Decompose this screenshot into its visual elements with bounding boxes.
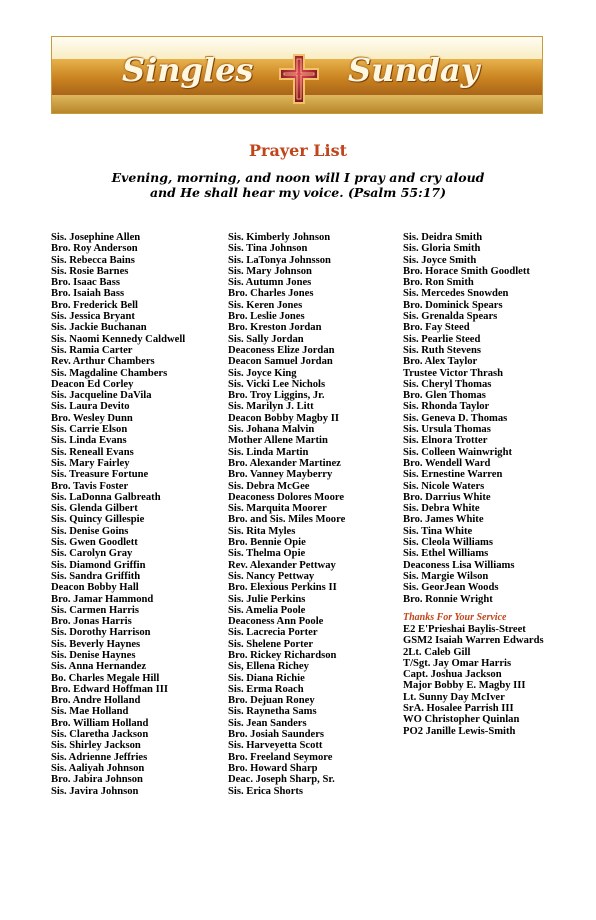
name-entry: Rev. Arthur Chambers (51, 356, 155, 368)
name-entry: Sis. Magdaline Chambers (51, 367, 168, 379)
name-entry: Sis. Jacqueline DaVila (51, 390, 152, 402)
name-entry: Sis. Lacrecia Porter (228, 627, 318, 639)
name-entry: Sis. Josephine Allen (51, 232, 141, 243)
name-entry: Deaconess Dolores Moore (228, 491, 345, 503)
name-entry: Bro. Darrius White (403, 491, 491, 503)
thanks-for-service-title: Thanks For Your Service (403, 612, 507, 623)
service-member-entry: Major Bobby E. Magby III (403, 680, 526, 692)
name-entry: Bro. Ron Smith (403, 277, 474, 289)
name-entry: Bro. Leslie Jones (228, 311, 305, 323)
name-entry: Sis. Glenda Gilbert (51, 503, 138, 515)
service-member-entry: Capt. Joshua Jackson (403, 669, 502, 681)
name-entry: Sis. Denise Goins (51, 525, 129, 537)
name-entry: Sis. Autumn Jones (228, 277, 312, 289)
name-entry: Deac. Joseph Sharp, Sr. (228, 774, 335, 786)
name-entry: Bro. Charles Jones (228, 288, 314, 300)
name-entry: Sis. Joyce King (228, 367, 297, 379)
name-entry: Bro. Isaiah Bass (51, 288, 125, 300)
service-member-entry: T/Sgt. Jay Omar Harris (403, 657, 512, 669)
name-entry: Bro. Dominick Spears (403, 299, 503, 311)
name-entry: Sis. Shirley Jackson (51, 740, 141, 752)
name-entry: Sis. Linda Martin (228, 446, 309, 458)
name-entry: Sis. Adrienne Jeffries (51, 751, 148, 763)
name-entry: Sis. GeorJean Woods (403, 582, 499, 594)
name-entry: Sis. Margie Wilson (403, 570, 489, 582)
name-entry: Sis. Ernestine Warren (403, 469, 503, 481)
name-entry: Sis. Jessica Bryant (51, 311, 135, 323)
name-entry: Bro. Alexander Martinez (228, 457, 341, 469)
name-entry: Sis. Mercedes Snowden (403, 288, 509, 300)
name-entry: Sis. Cleola Williams (403, 537, 493, 549)
name-entry: Sis. Linda Evans (51, 435, 127, 447)
name-entry: Sis. Deidra Smith (403, 232, 483, 243)
name-entry: Sis. Elnora Trotter (403, 435, 488, 447)
page-title: Prayer List (248, 141, 348, 160)
name-entry: Sis. Mae Holland (51, 706, 129, 718)
name-entry: Sis. Tina Johnson (228, 243, 308, 255)
name-entry: Bro. Rickey Richardson (228, 649, 337, 661)
name-entry: Sis, Ellena Richey (228, 661, 309, 673)
name-entry: Sis. Harveyetta Scott (228, 740, 323, 752)
name-entry: Sis. Raynetha Sams (228, 706, 317, 718)
name-entry: Bro. Isaac Bass (51, 277, 120, 289)
name-entry: Sis. Tina White (403, 525, 473, 537)
name-entry: Bro. Bennie Opie (228, 537, 306, 549)
name-entry: Sis. Marilyn J. Litt (228, 401, 314, 413)
name-entry: Sis. Ethel Williams (403, 548, 489, 560)
name-entry: Sis. Jean Sanders (228, 717, 307, 729)
name-entry: Bro. Roy Anderson (51, 243, 138, 255)
name-entry: Sis. Shelene Porter (228, 638, 314, 650)
name-entry: Sis. Claretha Jackson (51, 729, 149, 741)
name-entry: Sis. Reneall Evans (51, 446, 134, 458)
name-entry: Rev. Alexander Pettway (228, 559, 336, 571)
service-member-entry: GSM2 Isaiah Warren Edwards (403, 635, 544, 647)
name-entry: Sis. Nicole Waters (403, 480, 485, 492)
name-entry: Deacon Samuel Jordan (228, 356, 333, 368)
verse-line-2: and He shall hear my voice. (Psalm 55:17) (149, 185, 447, 200)
name-entry: Bo. Charles Megale Hill (51, 672, 160, 684)
name-entry: Bro. Dejuan Roney (228, 695, 315, 707)
name-entry: Sis. Anna Hernandez (51, 661, 147, 673)
name-entry: Bro. Freeland Seymore (228, 751, 333, 763)
name-entry: Sis. Rhonda Taylor (403, 401, 490, 413)
cross-icon (278, 53, 320, 105)
name-entry: Bro. Howard Sharp (228, 762, 318, 774)
name-entry: Sis. Erma Roach (228, 683, 304, 695)
name-entry: Sis. Thelma Opie (228, 548, 306, 560)
name-entry: Sis. Kimberly Johnson (228, 232, 331, 243)
verse-line-1: Evening, morning, and noon will I pray and cry aloud (111, 170, 485, 185)
name-entry: Sis. Vicki Lee Nichols (228, 378, 326, 390)
banner-title-singles: Singles (122, 51, 254, 89)
name-entry: Bro. Jamar Hammond (51, 593, 154, 605)
name-entry: Sis. Nancy Pettway (228, 570, 315, 582)
name-entry: Sis. Pearlie Steed (403, 333, 481, 345)
name-entry: Bro. Glen Thomas (403, 390, 486, 402)
name-entry: Sis. Dorothy Harrison (51, 627, 151, 639)
name-entry: Sis. Rita Myles (228, 525, 296, 537)
name-entry: Sis. Diana Richie (228, 672, 305, 684)
name-entry: Sis. Aaliyah Johnson (51, 762, 145, 774)
service-members-list (403, 624, 544, 737)
name-entry: Bro. Josiah Saunders (228, 729, 325, 741)
name-column-1 (51, 232, 185, 797)
name-entry: Sis. Sally Jordan (228, 333, 304, 345)
name-entry: Deacon Bobby Magby II (228, 412, 339, 424)
name-entry: Sis. Carrie Elson (51, 424, 128, 436)
name-entry: Bro. William Holland (51, 717, 149, 729)
name-entry: Deaconess Lisa Williams (403, 559, 515, 571)
name-entry: Sis. Ursula Thomas (403, 424, 491, 436)
service-member-entry: PO2 Janille Lewis-Smith (403, 725, 516, 737)
name-entry: Sis. Carolyn Gray (51, 548, 133, 560)
name-entry: Sis. Diamond Griffin (51, 559, 146, 571)
name-entry: Bro. Frederick Bell (51, 299, 138, 311)
service-member-entry: Lt. Sunny Day McIver (403, 691, 505, 703)
service-member-entry: E2 E'Prieshai Baylis-Street (403, 624, 526, 635)
name-entry: Sis. LaTonya Johnsson (228, 254, 331, 266)
name-entry: Bro. Jabira Johnson (51, 774, 143, 786)
name-entry: Bro. Wendell Ward (403, 457, 491, 469)
name-column-3 (403, 232, 530, 605)
name-entry: Sis. Grenalda Spears (403, 311, 498, 323)
name-entry: Bro. Alex Taylor (403, 356, 478, 368)
name-entry: Deaconess Elize Jordan (228, 344, 335, 356)
name-entry: Sis. Rosie Barnes (51, 265, 129, 277)
name-entry: Sis. Javira Johnson (51, 785, 139, 797)
name-entry: Bro. Troy Liggins, Jr. (228, 390, 325, 402)
name-entry: Sis. LaDonna Galbreath (51, 491, 161, 503)
name-entry: Bro. Vanney Mayberry (228, 469, 333, 481)
name-entry: Sis. Marquita Moorer (228, 503, 327, 515)
name-entry: Sis. Colleen Wainwright (403, 446, 512, 458)
name-entry: Sis. Mary Fairley (51, 457, 130, 469)
name-entry: Sis. Denise Haynes (51, 649, 136, 661)
name-entry: Sis. Gloria Smith (403, 243, 481, 255)
name-entry: Deaconess Ann Poole (228, 616, 324, 628)
name-entry: Mother Allene Martin (228, 435, 328, 447)
name-entry: Bro. Andre Holland (51, 695, 141, 707)
singles-sunday-banner (51, 36, 543, 114)
name-entry: Bro. James White (403, 514, 484, 526)
name-entry: Bro. and Sis. Miles Moore (228, 514, 346, 526)
name-entry: Sis. Carmen Harris (51, 604, 139, 616)
name-entry: Bro. Tavis Foster (51, 480, 129, 492)
name-entry: Sis. Gwen Goodlett (51, 537, 138, 549)
name-entry: Sis. Rebecca Bains (51, 254, 135, 266)
name-entry: Sis. Amelia Poole (228, 604, 306, 616)
name-entry: Bro. Wesley Dunn (51, 412, 133, 424)
name-entry: Bro. Jonas Harris (51, 616, 132, 628)
name-entry: Deacon Bobby Hall (51, 582, 139, 594)
name-entry: Sis. Ruth Stevens (403, 344, 481, 356)
name-entry: Sis. Beverly Haynes (51, 638, 141, 650)
service-member-entry: WO Christopher Quinlan (403, 714, 520, 726)
name-entry: Sis. Julie Perkins (228, 593, 306, 605)
name-entry: Trustee Victor Thrash (403, 367, 504, 379)
name-entry: Sis. Laura Devito (51, 401, 130, 413)
name-column-2 (228, 232, 345, 797)
name-entry: Sis. Treasure Fortune (51, 469, 149, 481)
banner-title-sunday: Sunday (348, 51, 480, 89)
name-entry: Sis. Naomi Kennedy Caldwell (51, 333, 186, 345)
name-entry: Sis. Quincy Gillespie (51, 514, 145, 526)
name-entry: Sis. Mary Johnson (228, 265, 312, 277)
name-entry: Bro. Fay Steed (403, 322, 470, 334)
scripture-verse (40, 170, 556, 200)
name-entry: Sis. Johana Malvin (228, 424, 315, 436)
service-member-entry: SrA. Hosalee Parrish III (403, 703, 514, 715)
service-member-entry: 2Lt. Caleb Gill (403, 646, 471, 658)
name-entry: Sis. Jackie Buchanan (51, 322, 147, 334)
name-entry: Bro. Kreston Jordan (228, 322, 322, 334)
name-entry: Sis. Ramia Carter (51, 344, 133, 356)
name-entry: Bro. Horace Smith Goodlett (403, 265, 530, 277)
name-entry: Sis. Sandra Griffith (51, 570, 141, 582)
name-entry: Bro. Edward Hoffman III (51, 683, 168, 695)
name-entry: Sis. Debra McGee (228, 480, 310, 492)
name-entry: Sis. Debra White (403, 503, 480, 515)
name-entry: Sis. Joyce Smith (403, 254, 477, 266)
name-entry: Sis. Geneva D. Thomas (403, 412, 508, 424)
name-entry: Sis. Keren Jones (228, 299, 303, 311)
name-entry: Deacon Ed Corley (51, 378, 134, 390)
name-entry: Bro. Ronnie Wright (403, 593, 493, 605)
name-entry: Sis. Erica Shorts (228, 785, 304, 797)
name-entry: Sis. Cheryl Thomas (403, 378, 492, 390)
name-entry: Bro. Elexious Perkins II (228, 582, 337, 594)
